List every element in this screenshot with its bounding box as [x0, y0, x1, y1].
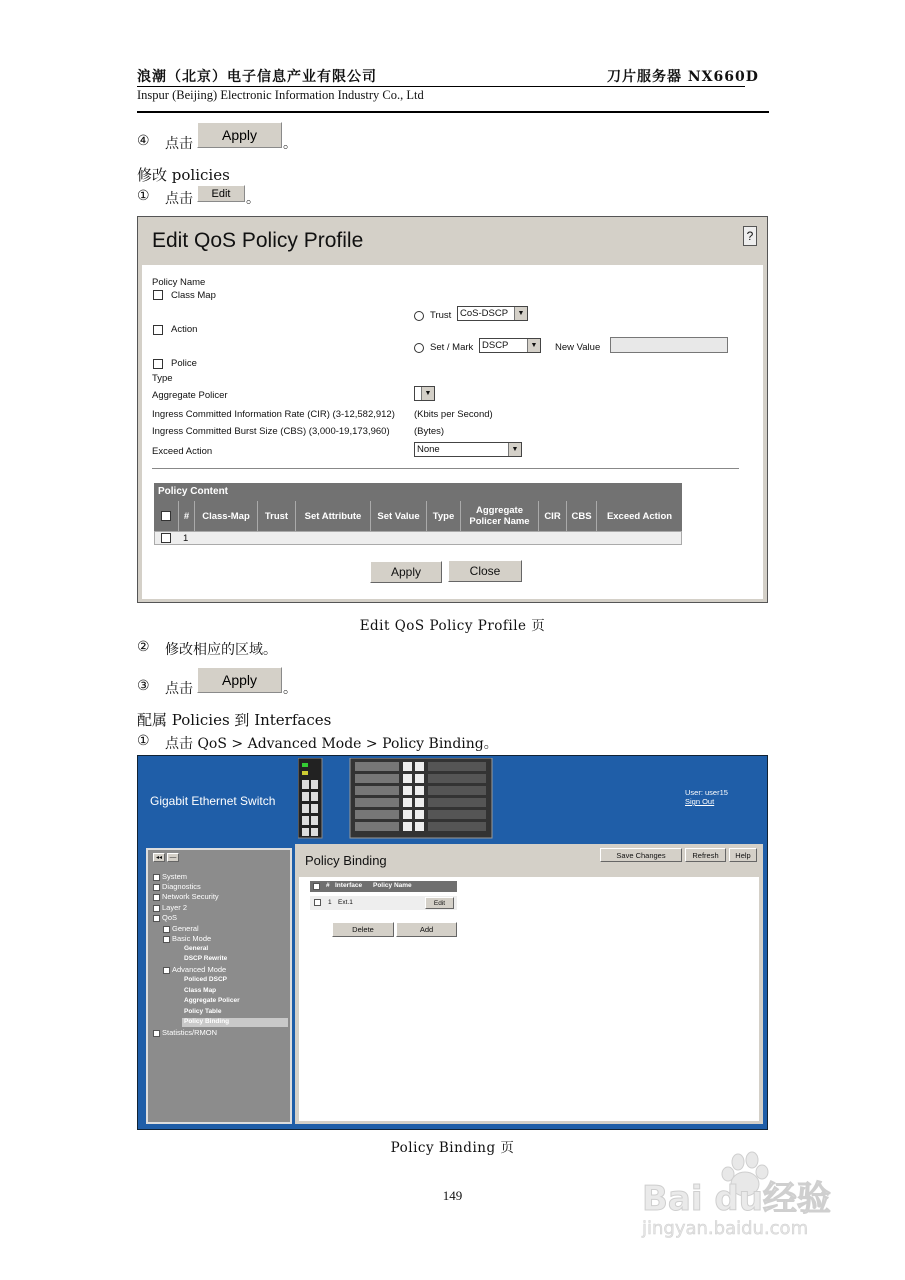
- action-label: Action: [171, 324, 198, 335]
- step-text: 点击: [165, 136, 193, 152]
- expand-icon[interactable]: [153, 905, 160, 912]
- add-button[interactable]: Add: [396, 922, 457, 937]
- sidebar-item-layer2[interactable]: Layer 2: [162, 903, 188, 912]
- sidebar-item-basic-mode[interactable]: Basic Mode: [172, 934, 212, 943]
- sidebar-item-advanced-mode[interactable]: Advanced Mode: [172, 965, 227, 974]
- sidebar-item-statistics[interactable]: Statistics/RMON: [162, 1028, 218, 1037]
- switch-hardware-illustration: [298, 758, 493, 840]
- step-text: 点击 QoS > Advanced Mode > Policy Binding。: [165, 736, 498, 752]
- sidebar-item-basic-general[interactable]: General: [184, 945, 209, 952]
- chevron-down-icon: ▼: [514, 307, 527, 320]
- trust-radio[interactable]: [414, 311, 424, 321]
- class-map-label: Class Map: [171, 290, 216, 301]
- edit-button-image: Edit: [197, 185, 245, 202]
- step-text: 点击: [165, 681, 193, 697]
- refresh-button[interactable]: Refresh: [685, 848, 726, 862]
- policy-name-label: Policy Name: [152, 277, 206, 288]
- sidebar-item-aggregate-policer[interactable]: Aggregate Policer: [184, 997, 240, 1004]
- svg-text:Bai du经验: Bai du经验: [642, 1179, 831, 1219]
- chevron-down-icon: ▼: [421, 387, 434, 400]
- edit-button[interactable]: Edit: [425, 897, 454, 909]
- content-panel: [299, 877, 759, 1121]
- col-interface: Interface: [335, 882, 363, 889]
- figure-caption: Policy Binding 页: [390, 1140, 515, 1156]
- policy-content-title: Policy Content: [158, 486, 229, 497]
- expand-icon[interactable]: [153, 884, 160, 891]
- row-num: 1: [183, 533, 189, 544]
- sidebar-item-policed-dscp[interactable]: Policed DSCP: [184, 976, 227, 983]
- sidebar-item-policy-binding[interactable]: Policy Binding: [184, 1018, 230, 1025]
- expand-icon[interactable]: [153, 874, 160, 881]
- table-row: [154, 531, 682, 545]
- main-content: [295, 844, 763, 1124]
- select-all-checkbox[interactable]: [161, 511, 171, 521]
- delete-button[interactable]: Delete: [332, 922, 394, 937]
- sidebar-item-qos[interactable]: QoS: [162, 913, 178, 922]
- policy-binding-screenshot: [137, 755, 768, 1130]
- police-label: Police: [171, 358, 197, 369]
- new-value-label: New Value: [555, 342, 601, 353]
- type-label: Type: [152, 373, 173, 384]
- step-number: ②: [137, 639, 150, 655]
- col-set-value: Set Value: [370, 501, 426, 531]
- row-num: 1: [328, 899, 332, 906]
- dialog-title: Edit QoS Policy Profile: [152, 229, 364, 252]
- company-name-en: Inspur (Beijing) Electronic Information Industry Co., Ltd: [137, 88, 424, 102]
- collapse-icon[interactable]: [153, 915, 160, 922]
- exceed-action-value: None: [417, 444, 440, 455]
- sidebar-item-diagnostics[interactable]: Diagnostics: [162, 882, 201, 891]
- brand-title: Gigabit Ethernet Switch: [150, 794, 276, 808]
- aggregate-policer-label: Aggregate Policer: [152, 390, 228, 401]
- sidebar-nav: [146, 848, 292, 1124]
- set-mark-label: Set / Mark: [430, 342, 474, 353]
- step-number: ①: [137, 733, 150, 749]
- col-policy-name: Policy Name: [373, 882, 412, 889]
- col-exceed-action: Exceed Action: [596, 501, 682, 531]
- collapse-icon[interactable]: [163, 936, 170, 943]
- col-aggregate-policer-name: Aggregate Policer Name: [460, 501, 538, 531]
- col-num: #: [178, 501, 194, 531]
- exceed-action-label: Exceed Action: [152, 446, 213, 457]
- col-type: Type: [426, 501, 460, 531]
- dialog-panel: [142, 265, 763, 599]
- separator: [152, 468, 739, 469]
- period: 。: [283, 681, 297, 697]
- edit-qos-policy-profile-dialog: [137, 216, 768, 603]
- action-checkbox[interactable]: [153, 325, 163, 335]
- sidebar-item-network-security[interactable]: Network Security: [162, 892, 219, 901]
- col-set-attribute: Set Attribute: [295, 501, 370, 531]
- step-number: ①: [137, 188, 150, 204]
- collapse-all-button[interactable]: ◂◂: [153, 853, 165, 862]
- col-trust: Trust: [257, 501, 295, 531]
- binding-table-header: [310, 881, 457, 892]
- new-value-input[interactable]: [610, 337, 728, 353]
- section-title-modify: 修改 policies: [137, 166, 230, 184]
- save-changes-button[interactable]: Save Changes: [600, 848, 682, 862]
- cbs-unit: (Bytes): [414, 426, 445, 437]
- col-cbs: CBS: [566, 501, 596, 531]
- aggregate-policer-select[interactable]: [414, 386, 435, 401]
- baidu-watermark-logo: [640, 1150, 860, 1250]
- expand-icon[interactable]: [153, 894, 160, 901]
- sidebar-item-general[interactable]: General: [172, 924, 199, 933]
- collapse-icon[interactable]: [163, 967, 170, 974]
- company-name-cn: 浪潮（北京）电子信息产业有限公司: [137, 69, 377, 85]
- sign-out-link[interactable]: Sign Out: [685, 797, 715, 806]
- expand-all-button[interactable]: ‒‒: [167, 853, 179, 862]
- cbs-label: Ingress Committed Burst Size (CBS) (3,000-19,173,960): [152, 426, 390, 437]
- period: 。: [283, 136, 297, 152]
- period: 。: [246, 191, 260, 207]
- apply-button-image: Apply: [197, 122, 282, 148]
- product-name: 刀片服务器 NX660D: [607, 69, 759, 85]
- policy-content-table-header: [154, 483, 682, 531]
- help-button[interactable]: Help: [729, 848, 757, 862]
- select-all-checkbox[interactable]: [313, 883, 320, 890]
- expand-icon[interactable]: [153, 1030, 160, 1037]
- row-checkbox[interactable]: [161, 533, 171, 543]
- chevron-down-icon: ▼: [508, 443, 521, 456]
- apply-button[interactable]: Apply: [370, 561, 442, 583]
- help-button[interactable]: ?: [743, 226, 757, 246]
- class-map-checkbox[interactable]: [153, 290, 163, 300]
- header-rule: [137, 86, 745, 87]
- sidebar-item-dscp-rewrite[interactable]: DSCP Rewrite: [184, 955, 228, 962]
- set-mark-select[interactable]: [479, 338, 541, 353]
- user-info: [685, 788, 728, 806]
- police-checkbox[interactable]: [153, 359, 163, 369]
- svg-text:jingyan.baidu.com: jingyan.baidu.com: [642, 1218, 809, 1239]
- step-number: ③: [137, 678, 150, 694]
- header-rule-bottom: [137, 111, 769, 113]
- col-class-map: Class-Map: [194, 501, 257, 531]
- sidebar-item-system[interactable]: System: [162, 872, 188, 881]
- step-number: ④: [137, 133, 150, 149]
- set-mark-select-value: DSCP: [482, 340, 509, 351]
- apply-button-image: Apply: [197, 667, 282, 693]
- trust-label: Trust: [430, 310, 452, 321]
- exceed-action-select[interactable]: [414, 442, 522, 457]
- expand-icon[interactable]: [163, 926, 170, 933]
- user-label: User: user15: [685, 788, 728, 797]
- cir-unit: (Kbits per Second): [414, 409, 493, 420]
- step-text: 点击: [165, 191, 193, 207]
- set-mark-radio[interactable]: [414, 343, 424, 353]
- figure-caption: Edit QoS Policy Profile 页: [359, 618, 546, 634]
- sidebar-item-class-map[interactable]: Class Map: [184, 987, 217, 994]
- col-cir: CIR: [538, 501, 566, 531]
- select-all-cell: [154, 501, 178, 531]
- cir-label: Ingress Committed Information Rate (CIR) (3-12,582,912): [152, 409, 395, 420]
- section-title-binding: 配属 Policies 到 Interfaces: [137, 711, 332, 729]
- table-row: [310, 896, 457, 910]
- page-title: Policy Binding: [305, 853, 387, 868]
- col-num: #: [326, 882, 330, 889]
- row-checkbox[interactable]: [314, 899, 321, 906]
- trust-select[interactable]: [457, 306, 528, 321]
- page-number: 149: [442, 1188, 463, 1203]
- close-button[interactable]: Close: [448, 560, 522, 582]
- trust-select-value: CoS-DSCP: [460, 308, 509, 319]
- row-interface: Ext.1: [338, 899, 353, 906]
- step-text: 修改相应的区域。: [165, 642, 277, 658]
- sidebar-item-policy-table[interactable]: Policy Table: [184, 1008, 222, 1015]
- chevron-down-icon: ▼: [527, 339, 540, 352]
